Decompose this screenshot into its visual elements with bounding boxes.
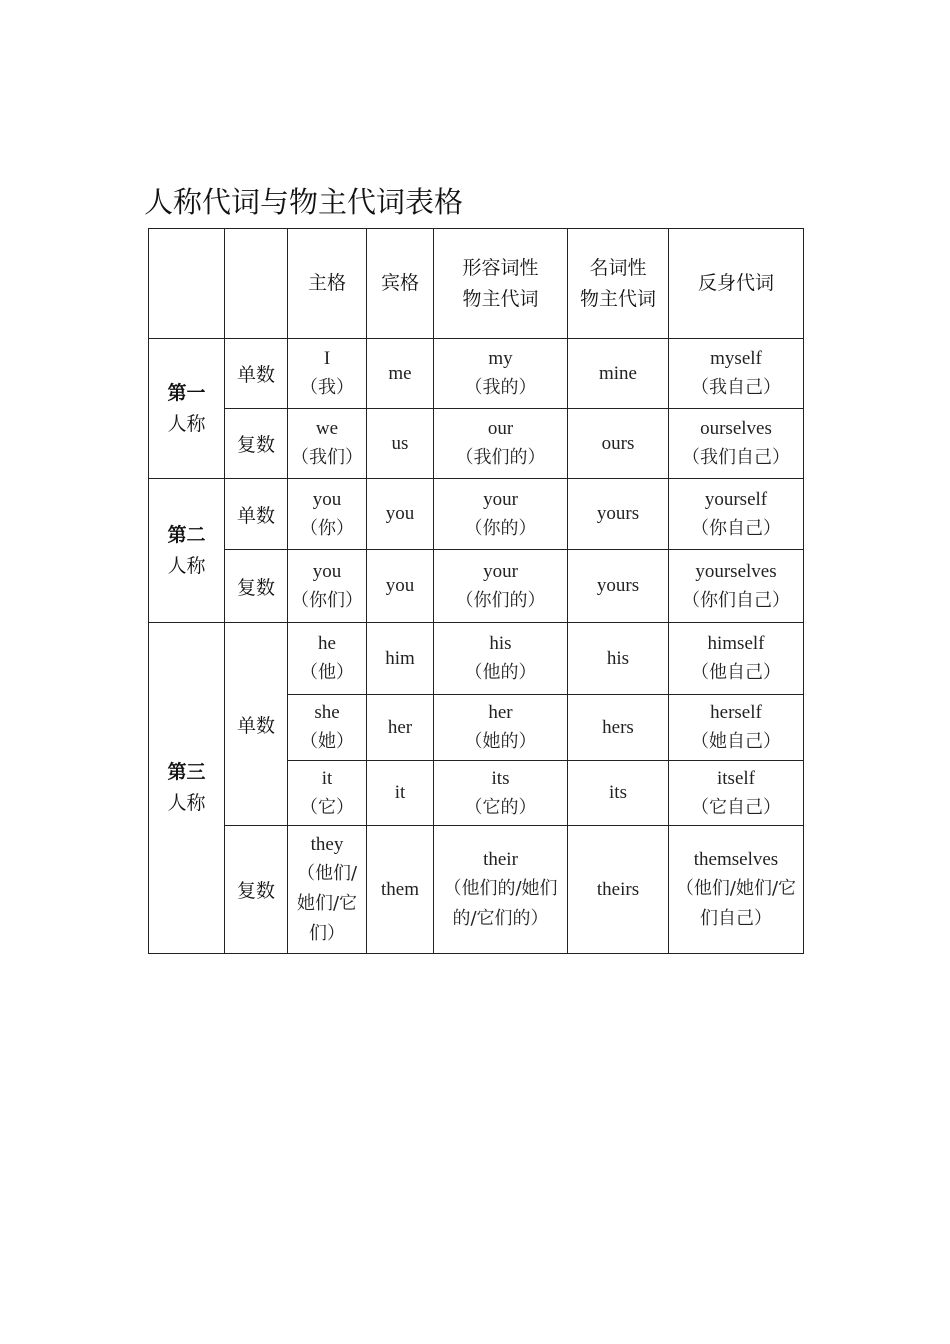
header-adj-line1: 形容词性 — [462, 256, 539, 279]
person-third — [149, 623, 225, 954]
object-cell: us — [367, 409, 434, 479]
subject-zh: （它） — [300, 796, 354, 818]
header-noun-line1: 名词性 — [589, 256, 647, 279]
adj-en: its — [491, 767, 510, 789]
noun-cell: yours — [568, 479, 669, 550]
reflexive-cell — [669, 550, 804, 623]
adj-zh: （我们的） — [455, 447, 546, 468]
adj-en: your — [483, 560, 518, 582]
subject-zh: （他） — [300, 662, 354, 683]
adj-zh: （它的） — [464, 796, 537, 818]
reflexive-en: ourselves — [700, 418, 772, 439]
person-third-line2: 人称 — [167, 792, 206, 814]
object-cell: you — [367, 479, 434, 550]
object-cell: them — [367, 826, 434, 954]
noun-cell: yours — [568, 550, 669, 623]
adj-en: our — [487, 418, 514, 439]
number-singular: 单数 — [225, 479, 288, 550]
table-row — [149, 409, 804, 479]
person-first — [149, 339, 225, 479]
reflexive-zh: （你们自己） — [682, 589, 790, 611]
adj-cell — [434, 479, 568, 550]
header-row — [149, 229, 804, 339]
noun-cell: mine — [568, 339, 669, 409]
subject-en: we — [315, 418, 339, 439]
header-noun-possessive — [568, 229, 669, 339]
subject-zh-line1: （他们/ — [296, 863, 358, 884]
adj-cell — [434, 695, 568, 761]
adj-zh: （你的） — [464, 517, 537, 539]
number-plural: 复数 — [225, 550, 288, 623]
header-object: 宾格 — [367, 229, 434, 339]
header-subject: 主格 — [288, 229, 367, 339]
subject-zh: （我们） — [291, 447, 363, 468]
subject-zh-line2: 她们/它 — [296, 893, 358, 914]
table-row — [149, 826, 804, 954]
reflexive-cell — [669, 409, 804, 479]
noun-cell: hers — [568, 695, 669, 761]
subject-zh: （你们） — [291, 589, 363, 611]
reflexive-cell — [669, 695, 804, 761]
object-cell: him — [367, 623, 434, 695]
adj-en: their — [483, 849, 518, 870]
adj-zh-line1: （他们的/她们 — [443, 878, 558, 899]
adj-zh: （你们的） — [455, 589, 546, 611]
noun-cell: theirs — [568, 826, 669, 954]
object-cell: her — [367, 695, 434, 761]
noun-cell: its — [568, 761, 669, 826]
reflexive-en: himself — [707, 633, 765, 654]
adj-zh: （他的） — [464, 662, 537, 683]
reflexive-cell — [669, 479, 804, 550]
subject-zh: （你） — [300, 517, 354, 539]
adj-en: her — [488, 702, 513, 723]
adj-zh: （我的） — [464, 377, 537, 398]
reflexive-en: yourselves — [695, 560, 777, 582]
reflexive-zh: （我们自己） — [682, 447, 790, 468]
pronoun-table — [148, 228, 804, 954]
table-row — [149, 339, 804, 409]
subject-cell — [288, 550, 367, 623]
header-blank-1 — [149, 229, 225, 339]
reflexive-zh: （我自己） — [691, 377, 781, 398]
reflexive-cell — [669, 623, 804, 695]
header-adj-line2: 物主代词 — [462, 287, 539, 310]
reflexive-cell — [669, 339, 804, 409]
subject-zh: （她） — [300, 731, 354, 752]
subject-en: he — [318, 633, 336, 654]
table-row — [149, 623, 804, 695]
person-first-line2: 人称 — [167, 412, 206, 435]
number-singular: 单数 — [225, 339, 288, 409]
adj-cell — [434, 550, 568, 623]
reflexive-en: yourself — [704, 488, 768, 510]
person-first-line1: 第一 — [167, 381, 206, 404]
reflexive-en: itself — [717, 767, 755, 789]
table-row — [149, 550, 804, 623]
page-title: 人称代词与物主代词表格 — [144, 185, 464, 219]
number-plural: 复数 — [225, 409, 288, 479]
person-second — [149, 479, 225, 623]
reflexive-en: herself — [710, 702, 762, 723]
subject-cell — [288, 695, 367, 761]
adj-cell — [434, 761, 568, 826]
adj-zh: （她的） — [464, 731, 537, 752]
number-singular: 单数 — [225, 623, 288, 826]
person-second-line2: 人称 — [167, 554, 206, 577]
object-cell: it — [367, 761, 434, 826]
noun-cell: ours — [568, 409, 669, 479]
reflexive-cell — [669, 826, 804, 954]
subject-en: you — [312, 488, 342, 510]
subject-zh: （我） — [300, 377, 354, 398]
adj-en: your — [483, 488, 518, 510]
reflexive-zh: （她自己） — [691, 731, 781, 752]
subject-cell — [288, 339, 367, 409]
table-row — [149, 479, 804, 550]
noun-cell: his — [568, 623, 669, 695]
reflexive-zh: （他自己） — [691, 662, 781, 683]
object-cell: you — [367, 550, 434, 623]
adj-cell — [434, 409, 568, 479]
reflexive-en: myself — [710, 348, 762, 369]
subject-cell — [288, 479, 367, 550]
subject-en: it — [321, 767, 333, 789]
subject-zh-line3: 们） — [309, 923, 345, 944]
reflexive-zh-line1: （他们/她们/它 — [675, 878, 797, 899]
reflexive-zh: （它自己） — [691, 796, 781, 818]
object-cell: me — [367, 339, 434, 409]
header-adj-possessive — [434, 229, 568, 339]
person-second-line1: 第二 — [167, 523, 206, 546]
adj-en: his — [489, 633, 512, 654]
subject-cell — [288, 409, 367, 479]
person-third-line1: 第三 — [167, 761, 206, 783]
subject-cell — [288, 761, 367, 826]
subject-cell — [288, 623, 367, 695]
subject-en: they — [310, 834, 344, 855]
subject-en: she — [314, 702, 340, 723]
adj-cell — [434, 826, 568, 954]
reflexive-zh-line2: 们自己） — [700, 908, 772, 929]
header-reflexive: 反身代词 — [669, 229, 804, 339]
adj-cell — [434, 339, 568, 409]
adj-cell — [434, 623, 568, 695]
reflexive-zh: （你自己） — [691, 517, 781, 539]
reflexive-cell — [669, 761, 804, 826]
subject-en: I — [323, 348, 331, 369]
subject-en: you — [312, 560, 342, 582]
adj-zh-line2: 的/它们的） — [452, 908, 549, 929]
header-blank-2 — [225, 229, 288, 339]
header-noun-line2: 物主代词 — [579, 287, 656, 310]
subject-cell — [288, 826, 367, 954]
number-plural: 复数 — [225, 826, 288, 954]
adj-en: my — [488, 348, 513, 369]
reflexive-en: themselves — [693, 849, 779, 870]
